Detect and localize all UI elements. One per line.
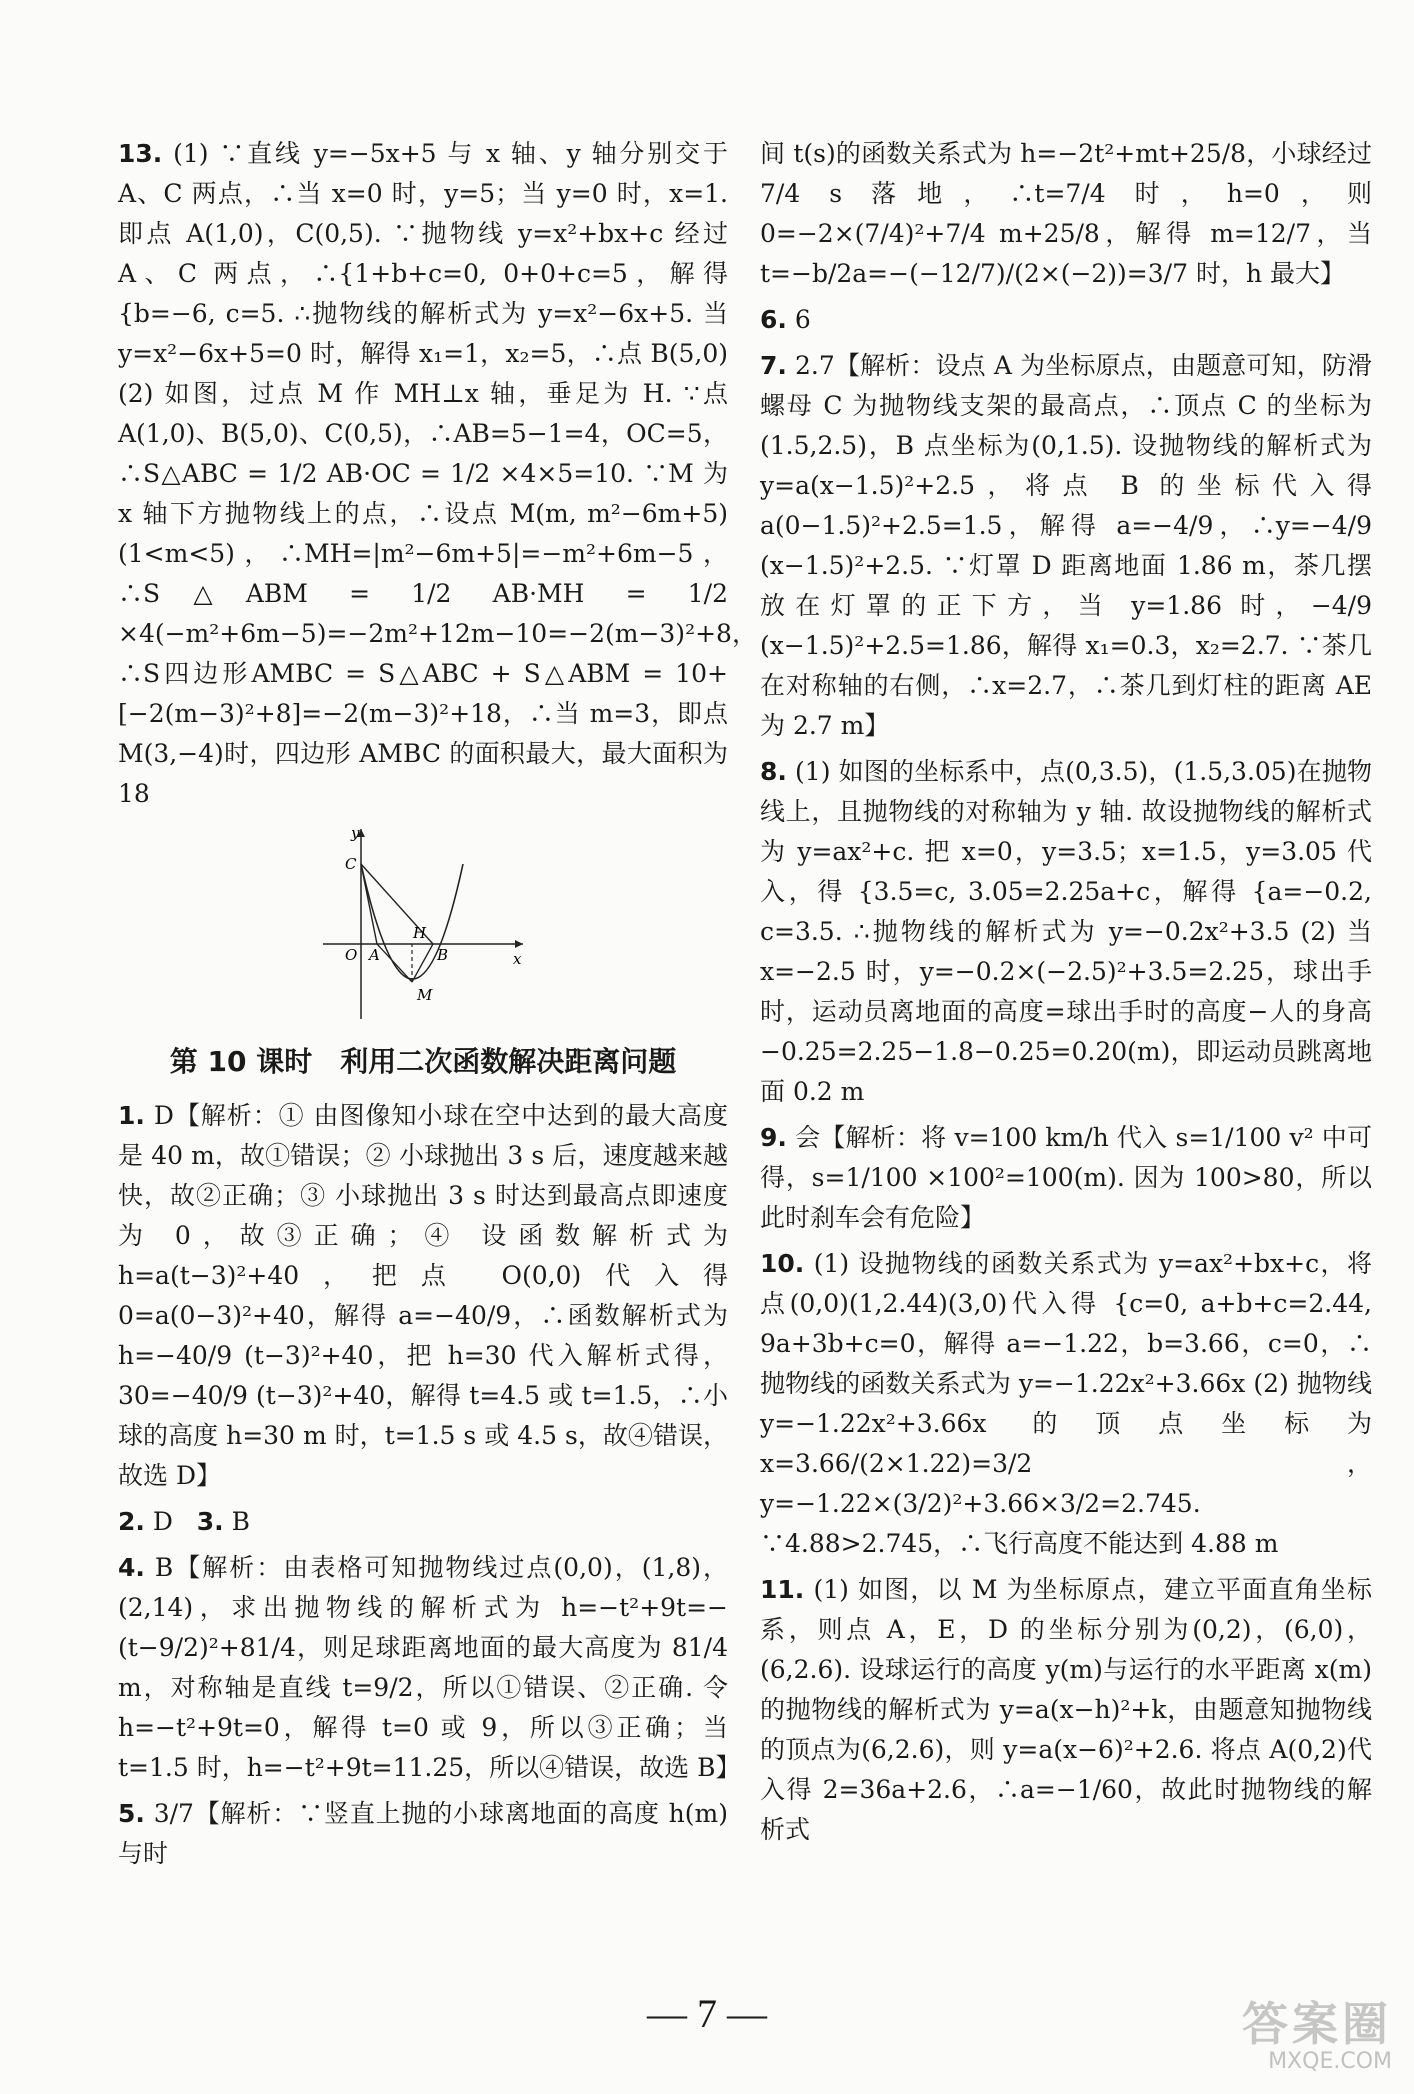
question-text: (1) ∵直线 y=−5x+5 与 x 轴、y 轴分别交于 A、C 两点，∴当 x=0 时，y=5；当 y=0 时，x=1. 即点 A(1,0)，C(0,5). ∵抛物线 y=x²+bx+c 经过 A、C 两点，∴{1+b+c=0, 0+0+c=5，解得 {b=−6, c=5. ∴抛物线的解析式为 y=x²−6x+5. 当 y=x²−6x+5=0 时，解得 x₁=1，x₂=5，∴点 B(5,0) (2) 如图，过点 M 作 MH⊥x 轴，垂足为 H. ∵点 A(1,0)、B(5,0)、C(0,5)，∴AB=5−1=4，OC=5，∴S△ABC = 1/2 AB·OC = 1/2 ×4×5=10. ∵M 为 x 轴下方抛物线上的点，∴设点 M(m, m²−6m+5)(1<m<5)，∴MH=|m²−6m+5|=−m²+6m−5，∴S△ABM = 1/2 AB·MH = 1/2 ×4(−m²+6m−5)=−2m²+12m−10=−2(m−3)²+8，∴S四边形AMBC = S△ABC + S△ABM = 10+[−2(m−3)²+8]=−2(m−3)²+18，∴当 m=3，即点 M(3,−4)时，四边形 AMBC 的面积最大，最大面积为 18 (118, 139, 757, 808)
question-text: (1) 如图的坐标系中，点(0,3.5)，(1.5,3.05)在抛物线上，且抛物线的对称轴为 y 轴. 故设抛物线的解析式为 y=ax²+c. 把 x=0，y=3.5；x=1.5，y=3.05 代入，得 {3.5=c, 3.05=2.25a+c，解得 {a=−0.2, c=3.5. ∴抛物线的解析式为 y=−0.2x²+3.5 (2) 当 x=−2.5 时，y=−0.2×(−2.5)²+3.5=2.25，球出手时，运动员离地面的高度=球出手时的高度−人的身高−0.25=2.25−1.8−0.25=0.20(m)，即运动员跳离地面 0.2 m (760, 757, 1372, 1106)
question-text: 6 (794, 305, 811, 334)
question-number: 5. (118, 1799, 145, 1828)
question-number: 4. (118, 1553, 145, 1582)
questions-2-3 (118, 1502, 728, 1542)
question-text: (1) 如图，以 M 为坐标原点，建立平面直角坐标系，则点 A，E，D 的坐标分别为(0,2)，(6,0)，(6,2.6). 设球运行的高度 y(m)与运行的水平距离 x(m)的抛物线的解析式为 y=a(x−h)²+k，由题意知抛物线的顶点为(6,2.6)，则 y=a(x−6)²+2.6. 将点 A(0,2)代入得 2=36a+2.6，∴a=−1/60，故此时抛物线的解析式 (760, 1575, 1372, 1844)
question-9 (760, 1118, 1372, 1238)
question-8 (760, 752, 1372, 1112)
question-number: 7. (760, 351, 787, 380)
question-10 (760, 1244, 1372, 1564)
question-number: 11. (760, 1575, 805, 1604)
question-5 (118, 1794, 728, 1874)
parabola-graph (313, 824, 533, 1024)
answer-3: B (231, 1507, 250, 1536)
question-number: 1. (118, 1101, 145, 1130)
graph-label-x: x (513, 950, 522, 968)
question-text: 2.7【解析：设点 A 为坐标原点，由题意可知，防滑螺母 C 为抛物线支架的最高点，∴顶点 C 的坐标为(1.5,2.5)，B 点坐标为(0,1.5). 设抛物线的解析式为 y=a(x−1.5)²+2.5，将点 B 的坐标代入得 a(0−1.5)²+2.5=1.5，解得 a=−4/9，∴y=−4/9 (x−1.5)²+2.5. ∵灯罩 D 距离地面 1.86 m，茶几摆放在灯罩的正下方，当 y=1.86 时，−4/9 (x−1.5)²+2.5=1.86，解得 x₁=0.3，x₂=2.7. ∵茶几在对称轴的右侧，∴x=2.7，∴茶几到灯柱的距离 AE 为 2.7 m】 (760, 351, 1372, 740)
question-number: 3. (196, 1507, 224, 1536)
question-number: 2. (118, 1507, 145, 1536)
question-13 (118, 134, 757, 814)
question-11 (760, 1570, 1372, 1850)
graph-label-h: H (413, 924, 427, 942)
right-column (760, 134, 1372, 1856)
watermark-text: 答案圈 (1242, 1997, 1392, 2052)
watermark-logo (1242, 1999, 1392, 2074)
graph-label-o: O (345, 946, 358, 964)
graph-label-a: A (369, 946, 380, 964)
question-text: (1) 设抛物线的函数关系式为 y=ax²+bx+c，将点(0,0)(1,2.44)(3,0)代入得 {c=0, a+b+c=2.44, 9a+3b+c=0，解得 a=−1.22，b=3.66，c=0，∴抛物线的函数关系式为 y=−1.22x²+3.66x (2) 抛物线 y=−1.22x²+3.66x 的顶点坐标为 x=3.66/(2×1.22)=3/2，y=−1.22×(3/2)²+3.66×3/2=2.745. ∵4.88>2.745，∴飞行高度不能达到 4.88 m (760, 1249, 1372, 1558)
question-1 (118, 1096, 728, 1496)
question-number: 13. (118, 139, 163, 168)
question-number: 9. (760, 1123, 787, 1152)
watermark-url: MXQE.COM (1268, 2048, 1392, 2074)
graph-label-y: y (351, 824, 360, 842)
question-5-continued: 间 t(s)的函数关系式为 h=−2t²+mt+25/8，小球经过 7/4 s 落地，∴t=7/4 时，h=0，则 0=−2×(7/4)²+7/4 m+25/8，解得 m=12/7，当 t=−b/2a=−(−12/7)/(2×(−2))=3/7 时，h 最大】 (760, 139, 1372, 288)
question-4 (118, 1548, 741, 1788)
question-6 (760, 300, 1372, 340)
section-heading: 第 10 课时 利用二次函数解决距离问题 (169, 1045, 677, 1078)
left-column (118, 134, 757, 1880)
question-text: D【解析：① 由图像知小球在空中达到的最大高度是 40 m，故①错误；② 小球抛出 3 s 后，速度越来越快，故②正确；③ 小球抛出 3 s 时达到最高点即速度为 0，故③正确；④ 设函数解析式为 h=a(t−3)²+40，把点 O(0,0)代入得 0=a(0−3)²+40，解得 a=−40/9，∴函数解析式为 h=−40/9 (t−3)²+40，把 h=30 代入解析式得，30=−40/9 (t−3)²+40，解得 t=4.5 或 t=1.5，∴小球的高度 h=30 m 时，t=1.5 s 或 4.5 s，故④错误，故选 D】 (118, 1101, 728, 1490)
graph-label-b: B (437, 946, 449, 964)
page-number: — 7 — (647, 1991, 767, 2036)
graph-label-c: C (345, 855, 357, 873)
answer-2: D (152, 1507, 173, 1536)
question-text: B【解析：由表格可知抛物线过点(0,0)，(1,8)，(2,14)，求出抛物线的解析式为 h=−t²+9t=−(t−9/2)²+81/4，则足球距离地面的最大高度为 81/4 m，对称轴是直线 t=9/2，所以①错误、②正确. 令 h=−t²+9t=0，解得 t=0 或 9，所以③正确；当 t=1.5 时，h=−t²+9t=11.25，所以④错误，故选 B】 (118, 1553, 741, 1782)
question-number: 8. (760, 757, 787, 786)
question-number: 10. (760, 1249, 805, 1278)
question-7 (760, 346, 1372, 746)
graph-label-m: M (417, 986, 433, 1004)
question-number: 6. (760, 305, 787, 334)
question-text: 会【解析：将 v=100 km/h 代入 s=1/100 v² 中可得，s=1/100 ×100²=100(m). 因为 100>80，所以此时刹车会有危险】 (760, 1123, 1372, 1232)
question-text: 3/7【解析：∵竖直上抛的小球离地面的高度 h(m)与时 (118, 1799, 729, 1868)
